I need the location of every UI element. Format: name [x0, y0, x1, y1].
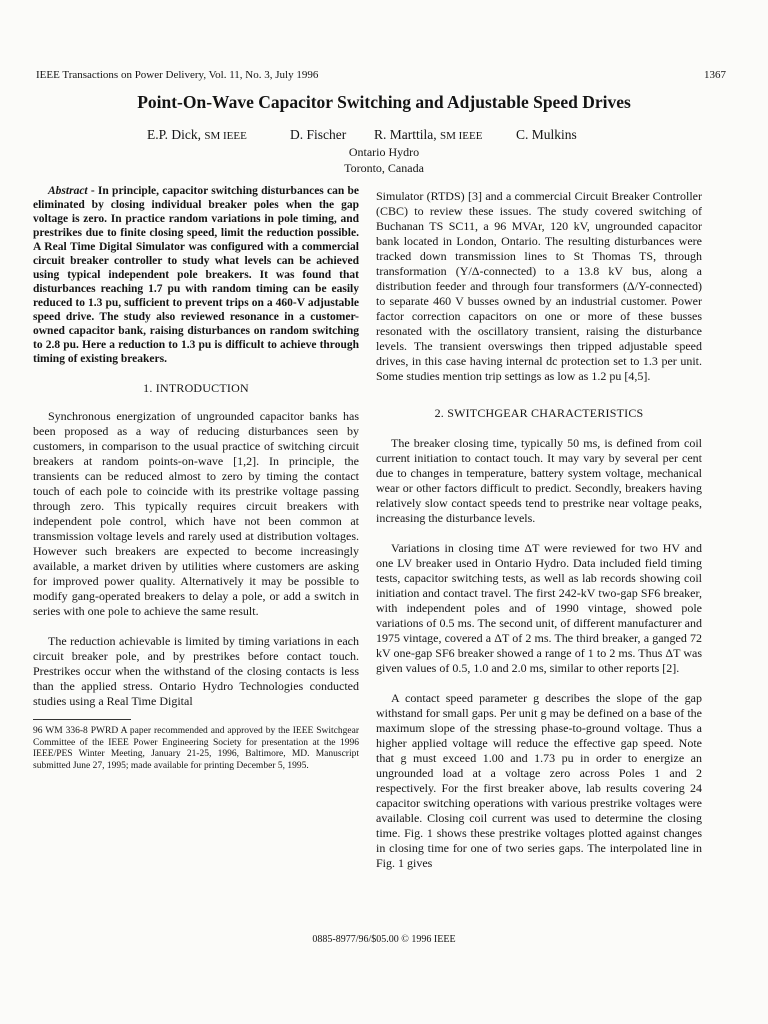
switchgear-paragraph-3: A contact speed parameter g describes the slope of the gap withstand for small gaps. Per unit g may be defined on a base of the maximum slope of the stressing phase-to-ground voltage. Thus a higher applied voltage will reduce the effective gap speed. Note that g must exceed 1.00 and 1.73 pu in order to energize an ungrounded load at a voltage zero across Poles 1 and 2 respectively. For the first breaker above, lab results covering 24 capacitor switching operations with various prestrike voltages were available. Closing coil current was used to determine the closing time. Fig. 1 shows these prestrike voltages plotted against changes in closing time for one of two series gaps. The interpolated line in Fig. 1 gives: [376, 691, 702, 870]
author-mulkins: [516, 127, 577, 143]
right-column: [376, 189, 702, 871]
journal-citation: IEEE Transactions on Power Delivery, Vol. 11, No. 3, July 1996: [36, 69, 319, 81]
switchgear-paragraph-2: Variations in closing time ΔT were reviewed for two HV and one LV breaker used in Ontario Hydro. Data included field timing tests, capacitor switching tests, as well as lab records showing coil initiation and contact travel. The first 242-kV two-gap SF6 breaker, with independent poles and of 1990 vintage, showed pole variations of 0.5 ms. The second unit, of different manufacturer and 1975 vintage, covered a ΔT of 2 ms. The third breaker, a ganged 72 kV one-gap SF6 breaker showed a range of 1 to 2 ms. Thus ΔT was given values of 0.5, 1.0 and 2.0 ms, similar to other reports [2].: [376, 541, 702, 675]
left-column: [33, 184, 359, 772]
section-heading-switchgear: 2. SWITCHGEAR CHARACTERISTICS: [434, 406, 644, 420]
author-membership: SM IEEE: [204, 130, 247, 142]
author-fischer: [290, 127, 346, 143]
rtds-paragraph: Simulator (RTDS) [3] and a commercial Circuit Breaker Controller (CBC) to review these issues. The study covered switching of Buchanan TS SC11, a 96 MVAr, 120 kV, ungrounded capacitor bank located in London, Ontario. The resulting disturbances were tracked down transmission lines to St Thomas TS, through transformation (Y/Δ-connected) to a 13.8 kV bus, along a distribution feeder and through four transformers (Δ/Y-connected) to separate 460 V busses owned by an industrial customer. Power factor correction capacitors on one or more of these busses resonated with the oscillatory transient, raising the disturbance levels. The transient overswings then tripped adjustable speed drives, in this case having internal dc protection set to 1.3 per unit. Some studies mention trip settings as low as 1.2 pu [4,5].: [376, 189, 702, 383]
intro-paragraph-1: Synchronous energization of ungrounded capacitor banks has been proposed as a way of reducing disturbances seen by customers, in comparison to the usual practice of switching circuit breakers at random points-on-wave [1,2]. In principle, the transients can be reduced almost to zero by timing the contact touch of each pole to coincide with its prestrike voltage passing through zero. This typically requires circuit breakers with independent pole control, which have not been common at transmission voltage levels and rarely used at distribution voltages. However such breakers are expected to become increasingly available, a market driven by utilities where customers are asking for improved power quality. Alternatively it may be possible to modify gang-operated breakers to delay a pole, or add a switch in series with one pole to achieve the same result.: [33, 409, 359, 618]
author-name: D. Fischer: [290, 127, 347, 142]
intro-paragraph-2: The reduction achievable is limited by timing variations in each circuit breaker pole, and by prestrikes before contact touch. Prestrikes occur when the withstand of the closing contacts is less than the applied stress. Ontario Hydro Technologies conducted studies using a Real Time Digital: [33, 634, 359, 708]
abstract-text: - In principle, capacitor switching disturbances can be eliminated by closing individual breaker poles when the gap voltage is zero. In practice random variations in pole timing, and prestrikes due to finite closing speed, limit the reduction possible. A Real Time Digital Simulator was configured with a commercial circuit breaker controller to study what levels can be achieved using typical independent pole breakers. It was found that disturbances reaching 1.7 pu with random timing can be easily reduced to 1.3 pu, sufficient to prevent trips on a 460-V adjustable speed drive. The study also reviewed resonance in a customer-owned capacitor bank, raising disturbances on random switching to 2.8 pu. Here a reduction to 1.3 pu is difficult to achieve through timing of existing breakers.: [33, 185, 359, 365]
institution-org: Ontario Hydro: [348, 145, 420, 159]
author-name: E.P. Dick,: [147, 127, 201, 142]
author-name: R. Marttila,: [374, 127, 437, 142]
footnote: 96 WM 336-8 PWRD A paper recommended and approved by the IEEE Switchgear Committee of the IEEE Power Engineering Society for presentation at the 1996 IEEE/PES Winter Meeting, January 21-25, 1996, Baltimore, MD. Manuscript submitted June 27, 1995; made available for printing December 5, 1995.: [33, 726, 359, 771]
section-heading-introduction: 1. INTRODUCTION: [143, 381, 249, 395]
institution-city: Toronto, Canada: [344, 161, 424, 175]
paper-title: Point-On-Wave Capacitor Switching and Adjustable Speed Drives: [137, 92, 631, 112]
footnote-rule: [33, 719, 131, 720]
author-dick: [147, 127, 247, 143]
abstract-label: Abstract: [48, 185, 88, 197]
copyright-line: 0885-8977/96/$05.00 © 1996 IEEE: [312, 934, 456, 945]
switchgear-paragraph-1: The breaker closing time, typically 50 ms, is defined from coil current initiation to contact touch. It may vary by several per cent due to changes in temperature, battery system voltage, mechanical wear or other factors difficult to predict. Secondly, breakers having relatively slow contact speeds tend to prestrike near voltage peaks, increasing the disturbance levels.: [376, 436, 702, 525]
author-marttila: [374, 127, 482, 143]
abstract: [33, 184, 359, 366]
author-name: C. Mulkins: [516, 127, 577, 142]
author-membership: SM IEEE: [440, 130, 483, 142]
page-number: 1367: [704, 69, 726, 81]
